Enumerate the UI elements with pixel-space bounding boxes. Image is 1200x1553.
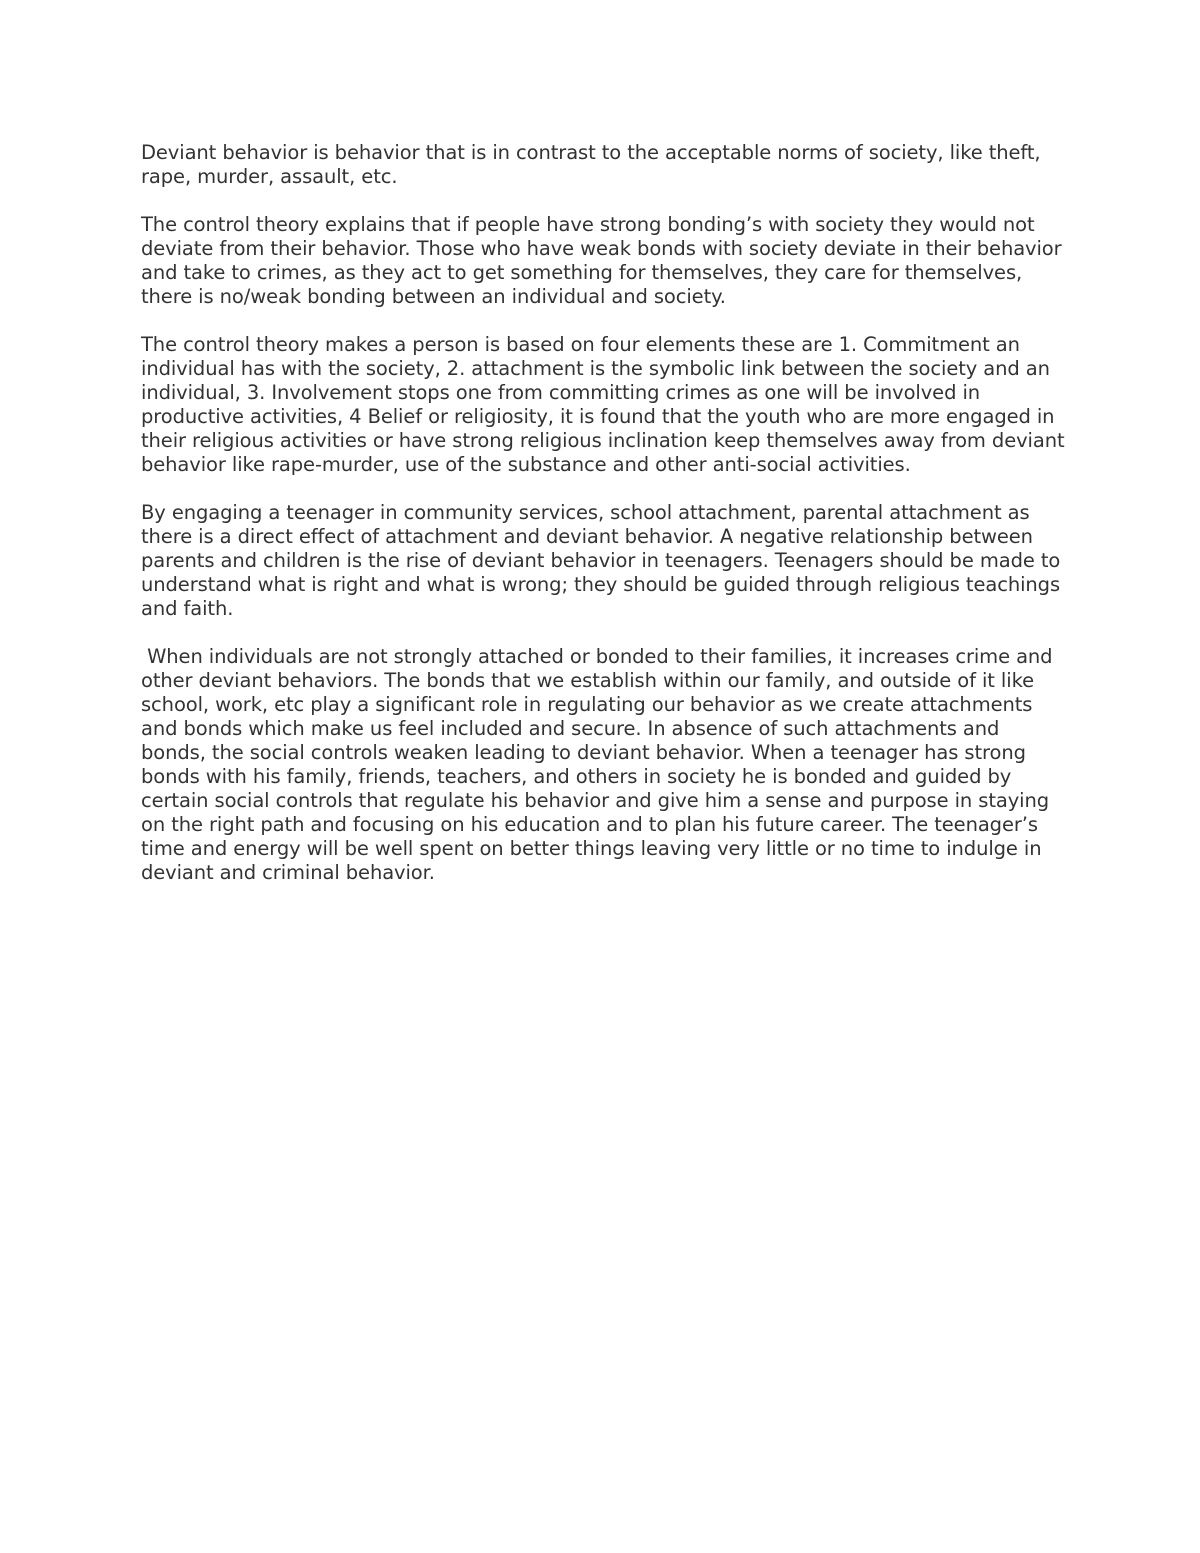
document-body xyxy=(141,141,1071,909)
paragraph-3: The control theory makes a person is based on four elements these are 1. Commitment an individual has with the society, 2. attachment is the symbolic link between the society and an individual, 3. Involvement stops one from committing crimes as one will be involved in productive activities, 4 Belief or religiosity, it is found that the youth who are more engaged in their religious activities or have strong religious inclination keep themselves away from deviant behavior like rape-murder, use of the substance and other anti-social activities. xyxy=(141,333,1071,476)
paragraph-5: When individuals are not strongly attached or bonded to their families, it increases crime and other deviant behaviors. The bonds that we establish within our family, and outside of it like school, work, etc play a significant role in regulating our behavior as we create attachments and bonds which make us feel included and secure. In absence of such attachments and bonds, the social controls weaken leading to deviant behavior. When a teenager has strong bonds with his family, friends, teachers, and others in society he is bonded and guided by certain social controls that regulate his behavior and give him a sense and purpose in staying on the right path and focusing on his education and to plan his future career. The teenager’s time and energy will be well spent on better things leaving very little or no time to indulge in deviant and criminal behavior. xyxy=(141,645,1059,884)
paragraph-4: By engaging a teenager in community services, school attachment, parental attachment as there is a direct effect of attachment and deviant behavior. A negative relationship between parents and children is the rise of deviant behavior in teenagers. Teenagers should be made to understand what is right and what is wrong; they should be guided through religious teachings and faith. xyxy=(141,501,1067,620)
paragraph-2: The control theory explains that if people have strong bonding’s with society they would not deviate from their behavior. Those who have weak bonds with society deviate in their behavior and take to crimes, as they act to get something for themselves, they care for themselves, there is no/weak bonding between an individual and society. xyxy=(141,213,1068,308)
paragraph-1: Deviant behavior is behavior that is in contrast to the acceptable norms of society, like theft, rape, murder, assault, etc. xyxy=(141,141,1047,188)
